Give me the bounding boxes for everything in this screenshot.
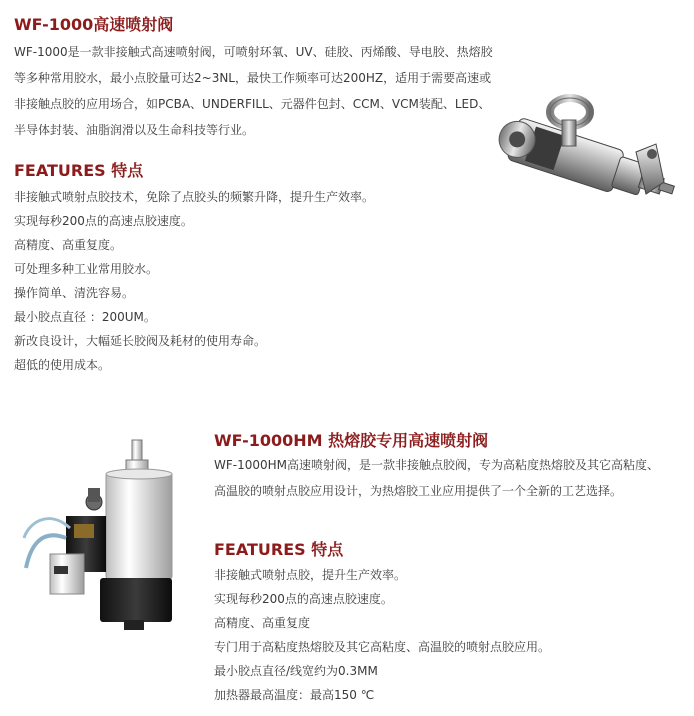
feature-item: 新改良设计，大幅延长胶阀及耗材的使用寿命。	[14, 334, 267, 348]
feature-item: 最小胶点直径/线宽约为0.3MM	[214, 664, 378, 678]
section1-description	[14, 39, 493, 143]
section2-features-title: FEATURES 特点	[214, 540, 344, 559]
feature-item: 操作简单、清洗容易。	[14, 286, 135, 300]
feature-item: 超低的使用成本。	[14, 358, 111, 372]
feature-item: 最小胶点直径 ：200UM。	[14, 310, 156, 324]
description-line: 等多种常用胶水，最小点胶量可达2~3NL，最快工作频率可达200HZ，适用于需要高速或	[14, 71, 492, 85]
description-line: WF-1000是一款非接触式高速喷射阀，可喷射环氧、UV、硅胶、丙烯酸、导电胶、热熔胶	[14, 45, 493, 59]
hot-melt-valve-product-image	[20, 438, 190, 634]
feature-item: 高精度、高重复度	[214, 616, 311, 630]
feature-item: 专门用于高粘度热熔胶及其它高粘度、高温胶的喷射点胶应用。	[214, 640, 551, 654]
feature-item: 实现每秒200点的高速点胶速度。	[214, 592, 393, 606]
jet-valve-product-image	[486, 82, 686, 252]
feature-item: 加热器最高温度：最高150 ℃	[214, 688, 375, 702]
feature-item: 高精度、高重复度。	[14, 238, 123, 252]
section1-title: WF-1000高速喷射阀	[14, 15, 174, 34]
description-line: 半导体封装、油脂润滑以及生命科技等行业。	[14, 123, 255, 137]
description-line: 高温胶的喷射点胶应用设计，为热熔胶工业应用提供了一个全新的工艺选择。	[214, 484, 623, 498]
description-line: 非接触点胶的应用场合，如PCBA、UNDERFILL、元器件包封、CCM、VCM装配、LED、	[14, 97, 491, 111]
section2-description	[214, 452, 659, 504]
feature-item: 可处理多种工业常用胶水。	[14, 262, 159, 276]
feature-item: 实现每秒200点的高速点胶速度。	[14, 214, 193, 228]
section1-features-title: FEATURES 特点	[14, 161, 144, 180]
feature-item: 非接触式喷射点胶，提升生产效率。	[214, 568, 407, 582]
description-line: WF-1000HM高速喷射阀，是一款非接触点胶阀，专为高粘度热熔胶及其它高粘度、	[214, 458, 660, 472]
section2-title: WF-1000HM 热熔胶专用高速喷射阀	[214, 431, 489, 450]
feature-item: 非接触式喷射点胶技术，免除了点胶头的频繁升降，提升生产效率。	[14, 190, 375, 204]
